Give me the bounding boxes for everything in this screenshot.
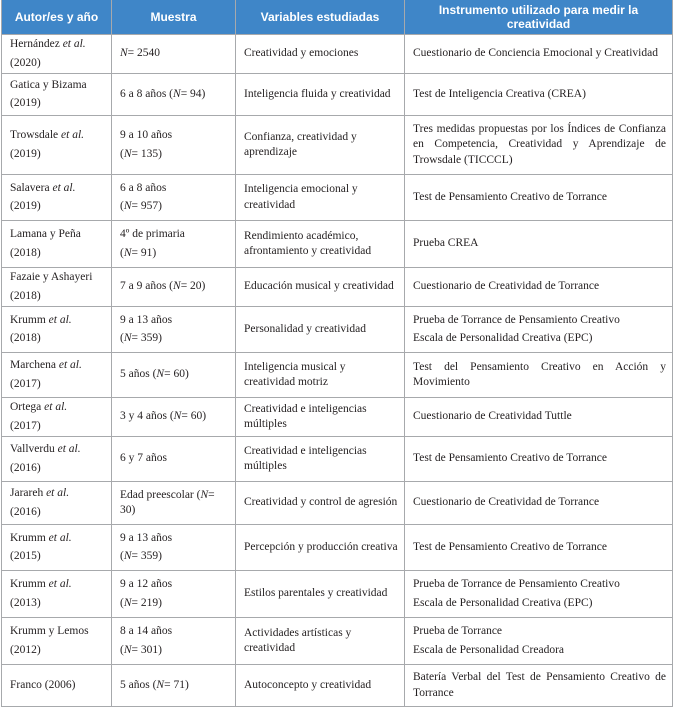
sample-text: 8 a 14 años	[120, 625, 173, 637]
author-year: (2018)	[10, 246, 41, 259]
author-etal: et al.	[61, 129, 85, 141]
sample-text: 6 a 8 años (	[120, 87, 174, 100]
sample-n: N	[123, 147, 132, 160]
instrument-line: Cuestionario de Creatividad Tuttle	[413, 410, 572, 423]
sample-value: = 20)	[180, 280, 206, 293]
cell-author	[2, 482, 112, 525]
author-text: Salavera	[10, 181, 53, 194]
cell-instrument	[405, 175, 673, 221]
table-row	[2, 221, 673, 268]
table-row	[2, 525, 673, 571]
author-name	[10, 270, 105, 286]
author-etal: et al.	[48, 578, 72, 590]
sample-n: N	[173, 280, 181, 293]
cell-author	[2, 35, 112, 74]
sample-value: = 71)	[164, 678, 189, 691]
author-name	[10, 531, 105, 547]
instrument-line: Prueba CREA	[413, 237, 479, 250]
author-name	[10, 442, 105, 458]
cell-sample	[112, 175, 236, 221]
sample-text: 4º de primaria	[120, 228, 185, 240]
author-name	[10, 400, 105, 416]
cell-instrument	[405, 35, 673, 74]
cell-instrument	[405, 571, 673, 618]
sample-text: 6 y 7 años	[120, 452, 167, 465]
author-etal: et al.	[57, 443, 81, 455]
author-year: (2012)	[10, 643, 41, 656]
cell-author	[2, 116, 112, 175]
header-row	[2, 0, 673, 35]
cell-variables: Estilos parentales y creatividad	[236, 571, 405, 618]
author-name	[10, 37, 105, 53]
sample-n: N	[173, 410, 182, 423]
cell-variables: Confianza, creatividad y aprendizaje	[236, 116, 405, 175]
table-row	[2, 571, 673, 618]
table-row	[2, 482, 673, 525]
sample-text: 6 a 8 años	[120, 181, 167, 194]
instrument-line: Escala de Personalidad Creativa (EPC)	[413, 332, 593, 344]
sample-n: N	[123, 596, 132, 609]
sample-n: N	[156, 678, 165, 691]
sample-line	[120, 452, 167, 464]
author-name	[10, 313, 105, 329]
cell-variables: Inteligencia emocional y creatividad	[236, 175, 405, 221]
sample-text: 3 y 4 años (	[120, 410, 174, 423]
instrument-line: Prueba de Torrance	[413, 625, 503, 637]
table-row	[2, 665, 673, 707]
cell-variables: Inteligencia musical y creatividad motriz	[236, 353, 405, 398]
author-text: Krumm y Lemos	[10, 625, 89, 637]
author-etal: et al.	[62, 38, 86, 50]
cell-sample	[112, 525, 236, 571]
sample-n: N	[120, 47, 128, 60]
instrument-line: Prueba de Torrance de Pensamiento Creativo	[413, 313, 620, 326]
author-etal: et al.	[46, 487, 70, 499]
sample-n: N	[156, 368, 165, 381]
studies-table	[1, 0, 673, 707]
sample-text: 5 años (	[120, 368, 157, 381]
cell-instrument	[405, 221, 673, 268]
sample-value: = 359)	[131, 332, 162, 344]
author-year: (2013)	[10, 596, 41, 609]
cell-sample	[112, 116, 236, 175]
sample-paren: (	[120, 147, 124, 160]
cell-variables: Actividades artísticas y creatividad	[236, 618, 405, 665]
cell-sample	[112, 35, 236, 74]
sample-age	[120, 313, 229, 329]
cell-author	[2, 571, 112, 618]
table-row	[2, 618, 673, 665]
sample-size	[120, 549, 229, 565]
cell-variables: Inteligencia fluida y creatividad	[236, 74, 405, 116]
author-year: (2015)	[10, 550, 41, 562]
sample-value: = 957)	[131, 200, 162, 212]
sample-n: N	[123, 550, 132, 562]
sample-age	[120, 181, 229, 197]
sample-paren: (	[120, 643, 124, 656]
author-year: (2017)	[10, 377, 41, 390]
cell-author	[2, 618, 112, 665]
author-name	[10, 358, 105, 374]
author-year: (2016)	[10, 461, 41, 474]
table-body	[2, 35, 673, 707]
author-text: Trowsdale	[10, 129, 62, 141]
instrument-line: Test del Pensamiento Creativo en Acción y Movimiento	[413, 360, 666, 388]
author-name	[10, 624, 105, 640]
header-variables: Variables estudiadas	[236, 0, 405, 35]
sample-value: = 30)	[120, 488, 215, 516]
author-year: (2019)	[10, 147, 41, 160]
sample-size	[120, 246, 229, 262]
instrument-line: Escala de Personalidad Creadora	[413, 643, 565, 656]
sample-value: = 359)	[131, 550, 162, 562]
instrument-line: Escala de Personalidad Creativa (EPC)	[413, 596, 593, 609]
sample-age	[120, 128, 229, 144]
author-year: (2019)	[10, 97, 41, 109]
cell-variables: Creatividad y control de agresión	[236, 482, 405, 525]
sample-size	[120, 596, 229, 612]
sample-size	[120, 199, 229, 215]
cell-author	[2, 525, 112, 571]
author-name	[10, 486, 105, 502]
cell-author	[2, 437, 112, 482]
instrument-line: Test de Inteligencia Creativa (CREA)	[413, 87, 586, 100]
sample-n: N	[123, 200, 132, 212]
instrument-line: Cuestionario de Creatividad de Torrance	[413, 280, 600, 293]
sample-size	[120, 147, 229, 163]
author-year: (2018)	[10, 332, 41, 344]
sample-text: 9 a 13 años	[120, 531, 173, 544]
sample-age	[120, 624, 229, 640]
instrument-line: Cuestionario de Creatividad de Torrance	[413, 496, 600, 509]
author-etal: et al.	[48, 313, 72, 326]
table-row	[2, 353, 673, 398]
author-text: Fazaie y Ashayeri	[10, 271, 93, 283]
author-name	[10, 577, 105, 593]
cell-author	[2, 268, 112, 307]
sample-text: 7 a 9 años (	[120, 280, 174, 293]
cell-variables: Percepción y producción creativa	[236, 525, 405, 571]
sample-line	[120, 679, 189, 691]
cell-sample	[112, 221, 236, 268]
cell-variables: Autoconcepto y creatividad	[236, 665, 405, 707]
table-row	[2, 268, 673, 307]
table-row	[2, 307, 673, 353]
instrument-line: Tres medidas propuestas por los Índices de Confianza en Competencia, Creatividad y Aprendizaje de Trowsdale (TICCCL)	[413, 122, 666, 166]
sample-paren: (	[120, 200, 124, 212]
author-text: Krumm	[10, 313, 49, 326]
cell-sample	[112, 268, 236, 307]
author-name	[10, 227, 105, 243]
sample-text: Edad preescolar (	[120, 488, 201, 501]
cell-author	[2, 665, 112, 707]
sample-value: = 60)	[164, 368, 189, 381]
cell-instrument	[405, 268, 673, 307]
author-text: Krumm	[10, 531, 49, 544]
sample-line	[120, 88, 205, 100]
cell-sample	[112, 665, 236, 707]
sample-line	[120, 280, 205, 292]
table-row	[2, 437, 673, 482]
sample-n: N	[200, 488, 209, 501]
cell-instrument	[405, 525, 673, 571]
cell-author	[2, 307, 112, 353]
cell-author	[2, 175, 112, 221]
author-year: (2020)	[10, 56, 41, 69]
sample-size	[120, 643, 229, 659]
cell-instrument	[405, 437, 673, 482]
sample-age	[120, 577, 229, 593]
sample-text: 9 a 12 años	[120, 578, 173, 590]
cell-variables: Creatividad y emociones	[236, 35, 405, 74]
instrument-line: Test de Pensamiento Creativo de Torrance	[413, 452, 607, 465]
author-text: Gatica y Bizama	[10, 78, 87, 91]
sample-text: 9 a 13 años	[120, 313, 173, 326]
author-text: Jarareh	[10, 487, 47, 499]
sample-age	[120, 531, 229, 547]
author-etal: et al.	[48, 531, 72, 544]
sample-size	[120, 331, 229, 347]
sample-value: = 94)	[180, 87, 206, 100]
cell-author	[2, 353, 112, 398]
author-year: (2016)	[10, 505, 41, 518]
author-etal: et al.	[52, 181, 76, 194]
cell-author	[2, 398, 112, 437]
author-text: Lamana y Peña	[10, 228, 81, 240]
author-text: Marchena	[10, 359, 59, 371]
author-etal: et al.	[58, 359, 82, 371]
cell-sample	[112, 482, 236, 525]
cell-variables: Rendimiento académico, afrontamiento y creatividad	[236, 221, 405, 268]
sample-value: = 2540	[127, 47, 161, 60]
cell-instrument	[405, 398, 673, 437]
sample-paren: (	[120, 246, 124, 259]
author-text: Ortega	[10, 401, 45, 413]
sample-paren: (	[120, 332, 124, 344]
sample-n: N	[123, 332, 132, 344]
header-instrument: Instrumento utilizado para medir la creatividad	[405, 0, 673, 35]
sample-n: N	[123, 643, 132, 656]
sample-n: N	[123, 246, 132, 259]
sample-age	[120, 227, 229, 243]
sample-paren: (	[120, 596, 124, 609]
sample-value: = 301)	[131, 643, 162, 656]
cell-author	[2, 74, 112, 116]
author-year: (2017)	[10, 419, 41, 432]
cell-instrument	[405, 116, 673, 175]
author-text: Krumm	[10, 578, 49, 590]
author-text: Vallverdu	[10, 443, 58, 455]
cell-sample	[112, 571, 236, 618]
cell-sample	[112, 353, 236, 398]
sample-value: = 135)	[131, 147, 162, 160]
author-name	[10, 181, 105, 197]
cell-sample	[112, 398, 236, 437]
author-year: (2019)	[10, 200, 41, 212]
cell-variables: Educación musical y creatividad	[236, 268, 405, 307]
instrument-line: Cuestionario de Conciencia Emocional y Creatividad	[413, 47, 658, 60]
cell-instrument	[405, 482, 673, 525]
instrument-line: Batería Verbal del Test de Pensamiento Creativo de Torrance	[413, 671, 666, 699]
author-name	[10, 78, 105, 94]
cell-instrument	[405, 618, 673, 665]
author-etal: et al.	[44, 401, 68, 413]
sample-value: = 60)	[181, 410, 207, 423]
sample-line	[120, 47, 160, 59]
sample-text: 9 a 10 años	[120, 129, 173, 141]
table-row	[2, 116, 673, 175]
author-text: Hernández	[10, 38, 63, 50]
author-name	[10, 128, 105, 144]
sample-text: 5 años (	[120, 678, 157, 691]
instrument-line: Test de Pensamiento Creativo de Torrance	[413, 190, 607, 203]
instrument-line: Prueba de Torrance de Pensamiento Creativo	[413, 578, 620, 590]
cell-sample	[112, 74, 236, 116]
cell-variables: Creatividad e inteligencias múltiples	[236, 437, 405, 482]
cell-sample	[112, 437, 236, 482]
cell-instrument	[405, 665, 673, 707]
cell-variables: Personalidad y creatividad	[236, 307, 405, 353]
sample-line	[120, 410, 206, 422]
sample-value: = 91)	[131, 246, 157, 259]
cell-instrument	[405, 307, 673, 353]
cell-instrument	[405, 74, 673, 116]
author-name	[10, 678, 105, 694]
cell-author	[2, 221, 112, 268]
sample-value: = 219)	[131, 596, 162, 609]
sample-paren: (	[120, 550, 124, 562]
cell-sample	[112, 307, 236, 353]
cell-instrument	[405, 353, 673, 398]
instrument-line: Test de Pensamiento Creativo de Torrance	[413, 540, 607, 553]
author-year: (2018)	[10, 289, 41, 302]
table-row	[2, 398, 673, 437]
table-row	[2, 35, 673, 74]
header-author: Autor/es y año	[2, 0, 112, 35]
sample-line	[120, 489, 215, 517]
table-row	[2, 74, 673, 116]
table-row	[2, 175, 673, 221]
sample-n: N	[173, 87, 181, 100]
cell-sample	[112, 618, 236, 665]
header-sample: Muestra	[112, 0, 236, 35]
cell-variables: Creatividad e inteligencias múltiples	[236, 398, 405, 437]
sample-line	[120, 368, 189, 380]
author-text: Franco (2006)	[10, 678, 76, 691]
